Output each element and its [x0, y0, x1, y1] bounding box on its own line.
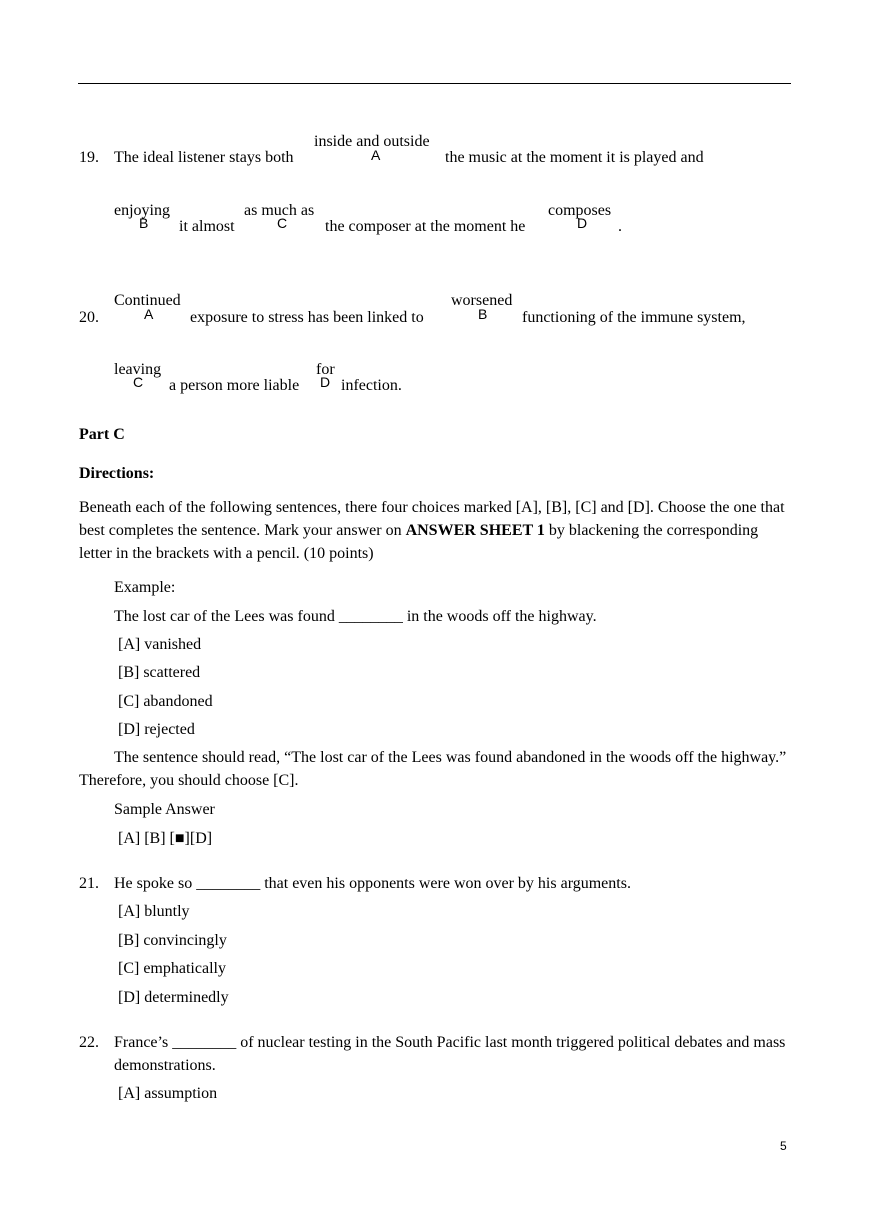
example-option: [B] scattered [118, 664, 201, 681]
part-heading: Part C [79, 426, 125, 443]
choice-letter: B [139, 215, 149, 231]
question-number: 20. [79, 309, 99, 326]
question-stem: France’s ________ of nuclear testing in the South Pacific last month triggered political debates and mass demonstrations. [114, 1034, 786, 1074]
header-rule [78, 83, 791, 84]
underlined-choice-text: Continued [114, 292, 181, 309]
question-number: 21. [79, 875, 99, 892]
page-number: 5 [780, 1139, 787, 1153]
choice-letter: D [577, 215, 588, 231]
choice-letter: A [371, 147, 381, 163]
underlined-choice-text: composes [548, 202, 612, 219]
underlined-choice-text: worsened [451, 292, 513, 309]
directions-paragraph [79, 496, 791, 565]
directions-text: by blackening the corresponding letter in the brackets with a pencil. (10 points) [79, 522, 759, 562]
example-label: Example: [114, 579, 176, 596]
option: [A] bluntly [118, 903, 190, 920]
underlined-choice-text: as much as [244, 202, 315, 219]
underlined-choice-text: leaving [114, 361, 162, 378]
example-sentence: The lost car of the Lees was found ________ in the woods off the highway. [114, 608, 597, 625]
directions-text: Beneath each of the following sentences, there four choices marked [A], [B], [C] and [D]. Choose the one that best completes the sentence. Mark your answer on [79, 499, 785, 539]
option: [B] convincingly [118, 932, 227, 949]
choice-letter: B [478, 306, 488, 322]
answer-sheet-ref: ANSWER SHEET 1 [405, 522, 545, 539]
example-explanation: The sentence should read, “The lost car of the Lees was found abandoned in the woods off the highway.” Therefore, you should choose [C]. [79, 749, 787, 789]
choice-letter: D [320, 374, 331, 390]
example-option: [D] rejected [118, 721, 195, 738]
option: [D] determinedly [118, 989, 229, 1006]
choice-letter: C [133, 374, 144, 390]
underlined-choice-text: inside and outside [314, 133, 430, 150]
example-option: [A] vanished [118, 636, 202, 653]
question-text: functioning of the immune system, [522, 309, 746, 326]
question-number: 22. [79, 1034, 99, 1051]
question-text: The ideal listener stays both [114, 149, 294, 166]
question-stem: He spoke so ________ that even his opponents were won over by his arguments. [114, 875, 631, 892]
underlined-choice-text: for [316, 361, 335, 378]
question-text: a person more liable [169, 377, 300, 394]
question-number: 19. [79, 149, 99, 166]
question-text: infection. [341, 377, 402, 394]
sample-answer: [A] [B] [■][D] [118, 830, 213, 847]
question-text: exposure to stress has been linked to [190, 309, 424, 326]
question-text: it almost [179, 218, 235, 235]
option: [C] emphatically [118, 960, 226, 977]
directions-label: Directions: [79, 465, 155, 482]
sample-answer-label: Sample Answer [114, 801, 215, 818]
choice-letter: A [144, 306, 154, 322]
question-text: the composer at the moment he [325, 218, 526, 235]
question-text: . [618, 218, 622, 235]
example-option: [C] abandoned [118, 693, 213, 710]
question-text: the music at the moment it is played and [445, 149, 704, 166]
option: [A] assumption [118, 1085, 218, 1102]
choice-letter: C [277, 215, 288, 231]
underlined-choice-text: enjoying [114, 202, 170, 219]
